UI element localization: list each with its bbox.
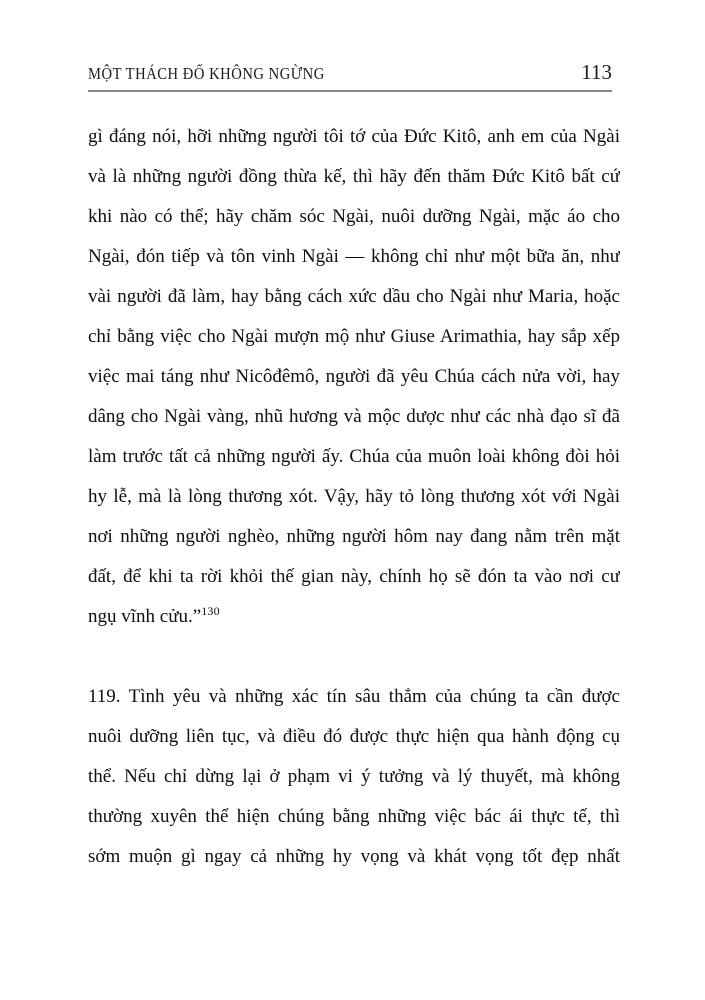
running-header (88, 60, 612, 85)
page-number: 113 (581, 60, 612, 84)
running-header-title: MỘT THÁCH ĐỐ KHÔNG NGỪNG (88, 64, 325, 83)
text-line: khi nào có thể; hãy chăm sóc Ngài, nuôi dưỡng Ngài, mặc áo cho (88, 206, 620, 227)
text-line (88, 597, 620, 637)
footnote-marker: 130 (201, 604, 220, 618)
text-line: nơi những người nghèo, những người hôm nay đang nằm trên mặt (88, 526, 620, 547)
paragraph-end-text: ngụ vĩnh cửu.” (88, 606, 202, 627)
text-line: thể. Nếu chỉ dừng lại ở phạm vi ý tưởng và lý thuyết, mà không (88, 766, 620, 787)
text-line: hy lễ, mà là lòng thương xót. Vậy, hãy tỏ lòng thương xót với Ngài (88, 486, 620, 507)
text-line: gì đáng nói, hỡi những người tôi tớ của Đức Kitô, anh em của Ngài (88, 126, 620, 147)
text-line: và là những người đồng thừa kế, thì hãy đến thăm Đức Kitô bất cứ (88, 166, 620, 187)
text-line: dâng cho Ngài vàng, nhũ hương và mộc dược như các nhà đạo sĩ đã (88, 406, 620, 427)
text-line: chỉ bằng việc cho Ngài mượn mộ như Giuse Arimathia, hay sắp xếp (88, 326, 620, 347)
text-line: thường xuyên thể hiện chúng bằng những việc bác ái thực tế, thì (88, 806, 620, 827)
header-rule (88, 90, 612, 92)
text-line: sớm muộn gì ngay cả những hy vọng và khát vọng tốt đẹp nhất (88, 846, 620, 867)
page-body (88, 117, 620, 877)
text-line: làm trước tất cả những người ấy. Chúa của muôn loài không đòi hỏi (88, 446, 620, 467)
text-line: đất, để khi ta rời khỏi thế gian này, chính họ sẽ đón ta vào nơi cư (88, 566, 620, 587)
paragraph-quote (88, 117, 620, 637)
text-line: nuôi dưỡng liên tục, và điều đó được thực hiện qua hành động cụ (88, 726, 620, 747)
paragraph-119 (88, 677, 620, 877)
text-line: việc mai táng như Nicôđêmô, người đã yêu Chúa cách nửa vời, hay (88, 366, 620, 387)
text-line: Ngài, đón tiếp và tôn vinh Ngài — không chỉ như một bữa ăn, như (88, 246, 620, 267)
text-line: vài người đã làm, hay bằng cách xức dầu cho Ngài như Maria, hoặc (88, 286, 620, 307)
text-line: 119. Tình yêu và những xác tín sâu thẳm của chúng ta cần được (88, 686, 620, 707)
